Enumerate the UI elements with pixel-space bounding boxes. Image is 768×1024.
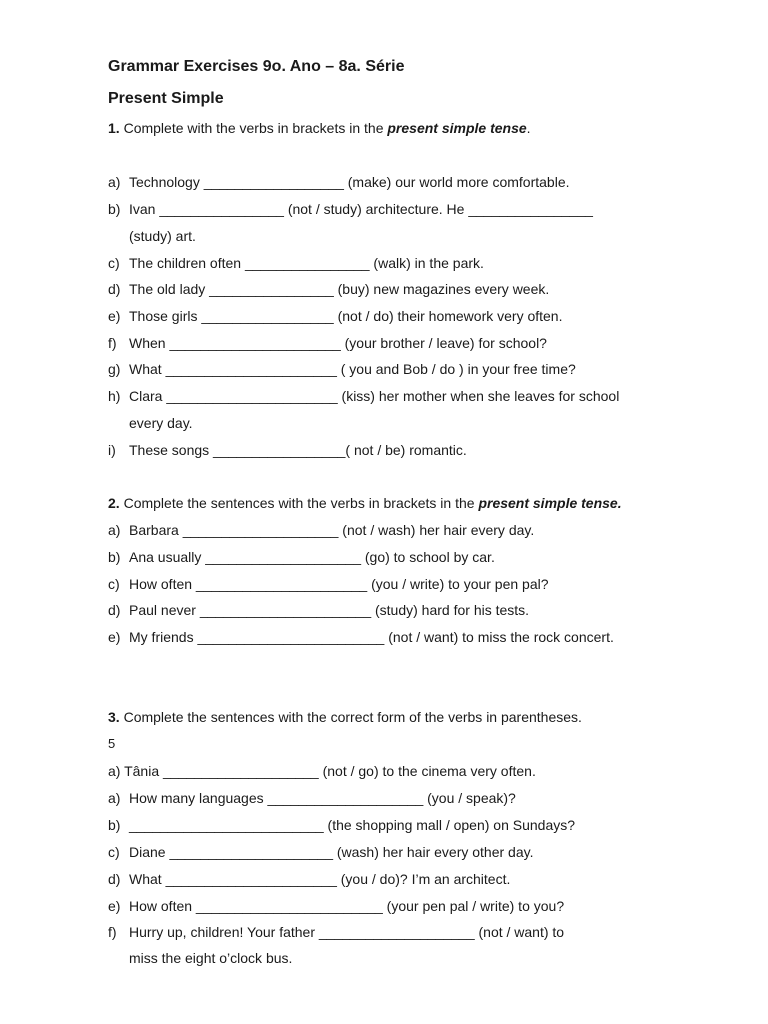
item-text: Diane _____________________ (wash) her hair every other day. (129, 844, 534, 860)
item-text: Paul never ______________________ (study) hard for his tests. (129, 602, 530, 618)
item-text: What ______________________ (you / do)? I’m an architect. (129, 871, 511, 887)
item-label: b) (108, 201, 121, 217)
item-text: Technology __________________ (make) our world more comfortable. (129, 174, 570, 190)
item-label: f) (108, 924, 117, 940)
item-label: a) (108, 790, 121, 806)
item-label: c) (108, 844, 120, 860)
list-item (108, 522, 534, 538)
exercise-number: 1. (108, 120, 120, 136)
item-text: How many languages ____________________ (you / speak)? (129, 790, 516, 806)
instruction-end: . (526, 120, 531, 136)
exercise-number: 2. (108, 495, 120, 511)
stray-number: 5 (108, 736, 116, 751)
item-text: Barbara ____________________ (not / wash) her hair every day. (129, 522, 535, 538)
list-item (108, 174, 570, 190)
list-item (108, 549, 495, 565)
item-text: How often ______________________ (you / write) to your pen pal? (129, 576, 549, 592)
item-text: These songs _________________( not / be) romantic. (129, 442, 467, 458)
item-text: _________________________ (the shopping mall / open) on Sundays? (129, 817, 576, 833)
list-item (108, 629, 614, 645)
item-label: h) (108, 388, 121, 404)
item-text: Hurry up, children! Your father ____________________ (not / want) to (129, 924, 565, 940)
list-item (108, 281, 549, 297)
item-text: Those girls _________________ (not / do) their homework very often. (129, 308, 563, 324)
item-label: a) (108, 174, 121, 190)
list-item (108, 924, 564, 940)
list-item (108, 201, 593, 217)
list-item (108, 817, 575, 833)
item-continuation: miss the eight o’clock bus. (129, 950, 293, 966)
list-item (108, 898, 564, 914)
exercise-number: 3. (108, 709, 120, 725)
item-continuation: every day. (129, 415, 193, 431)
item-text: When ______________________ (your brother / leave) for school? (129, 335, 547, 351)
exercise-1-instructions (108, 120, 531, 136)
item-text: What ______________________ ( you and Bob / do ) in your free time? (129, 361, 576, 377)
list-item (108, 790, 516, 806)
list-item (108, 871, 510, 887)
list-item (108, 335, 547, 351)
item-text: Ivan ________________ (not / study) architecture. He ________________ (129, 201, 593, 217)
page-title: Grammar Exercises 9o. Ano – 8a. Série (108, 58, 405, 75)
instruction-emphasis: present simple tense (387, 120, 527, 136)
list-item (108, 602, 529, 618)
item-label: f) (108, 335, 117, 351)
item-text: The old lady ________________ (buy) new magazines every week. (129, 281, 550, 297)
list-item (108, 255, 484, 271)
item-label: g) (108, 361, 121, 377)
list-item (108, 388, 619, 404)
instruction-text: Complete with the verbs in brackets in the (123, 120, 384, 136)
item-label: e) (108, 629, 121, 645)
item-label: e) (108, 898, 121, 914)
exercise-2-instructions (108, 495, 622, 511)
instruction-emphasis: present simple tense. (478, 495, 622, 511)
item-label: e) (108, 308, 121, 324)
item-label: d) (108, 281, 121, 297)
list-item (108, 844, 533, 860)
list-item (108, 442, 467, 458)
item-text: My friends ________________________ (not / want) to miss the rock concert. (129, 629, 614, 645)
item-text: Clara ______________________ (kiss) her mother when she leaves for school (129, 388, 620, 404)
item-text: How often ________________________ (your pen pal / write) to you? (129, 898, 565, 914)
item-label: c) (108, 255, 120, 271)
item-label: b) (108, 549, 121, 565)
list-item (108, 308, 563, 324)
instruction-text: Complete the sentences with the correct form of the verbs in parentheses. (123, 709, 582, 725)
item-text: The children often ________________ (walk) in the park. (129, 255, 484, 271)
instruction-text: Complete the sentences with the verbs in brackets in the (123, 495, 475, 511)
list-item (108, 361, 576, 377)
section-title: Present Simple (108, 90, 224, 107)
item-text: Ana usually ____________________ (go) to school by car. (129, 549, 495, 565)
item-label: d) (108, 871, 121, 887)
list-item: a) Tânia ____________________ (not / go) to the cinema very often. (108, 763, 536, 779)
item-label: d) (108, 602, 121, 618)
exercise-3-instructions (108, 709, 582, 725)
item-label: i) (108, 442, 116, 458)
item-label: b) (108, 817, 121, 833)
list-item (108, 576, 549, 592)
item-continuation: (study) art. (129, 228, 196, 244)
item-label: a) (108, 522, 121, 538)
item-label: c) (108, 576, 120, 592)
